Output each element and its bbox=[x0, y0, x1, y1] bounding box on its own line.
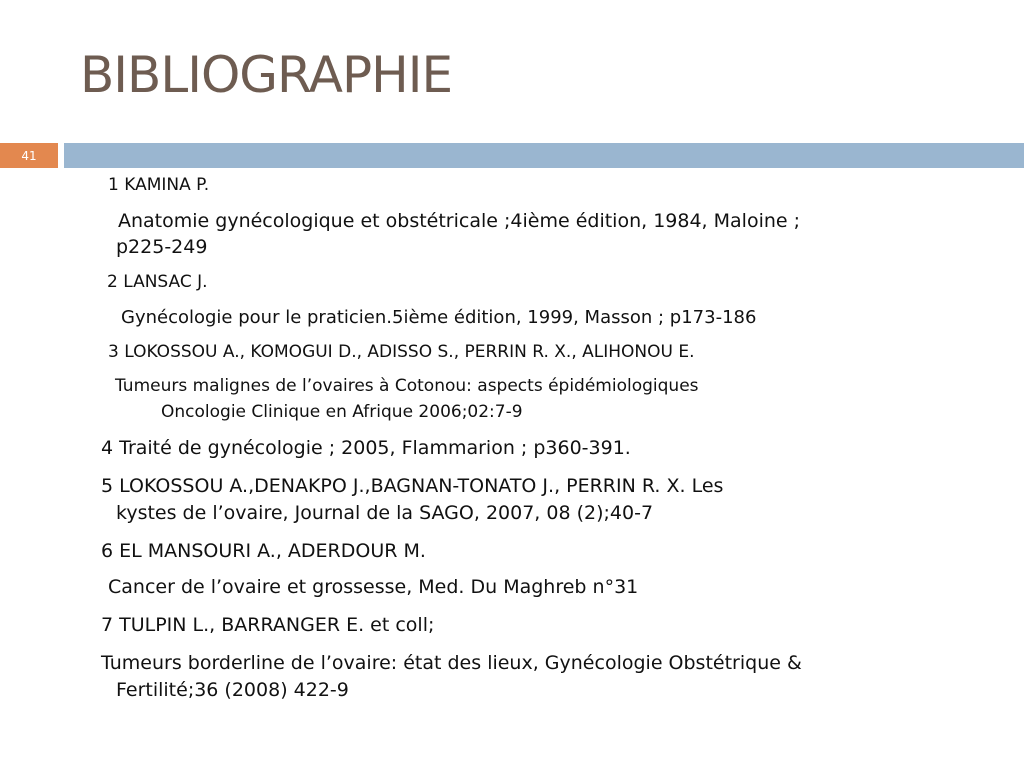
bib-line: Anatomie gynécologique et obstétricale ;4ième édition, 1984, Maloine ; bbox=[118, 210, 801, 232]
bib-line: 3 LOKOSSOU A., KOMOGUI D., ADISSO S., PERRIN R. X., ALIHONOU E. bbox=[108, 342, 695, 362]
bib-line: 6 EL MANSOURI A., ADERDOUR M. bbox=[101, 540, 426, 562]
bib-line: 7 TULPIN L., BARRANGER E. et coll; bbox=[101, 614, 435, 636]
slide-number: 41 bbox=[0, 143, 58, 168]
bib-line: Oncologie Clinique en Afrique 2006;02:7-9 bbox=[161, 402, 523, 422]
bib-line: Cancer de l’ovaire et grossesse, Med. Du Maghreb n°31 bbox=[108, 576, 639, 598]
bib-line: 4 Traité de gynécologie ; 2005, Flammarion ; p360-391. bbox=[101, 437, 631, 459]
bib-line: 1 KAMINA P. bbox=[108, 175, 210, 195]
slide-title: BIBLIOGRAPHIE bbox=[80, 46, 453, 104]
bib-line: Gynécologie pour le praticien.5ième édition, 1999, Masson ; p173-186 bbox=[121, 307, 757, 328]
bib-line: p225-249 bbox=[116, 236, 208, 258]
bib-line: Fertilité;36 (2008) 422-9 bbox=[116, 679, 349, 701]
bib-line: 5 LOKOSSOU A.,DENAKPO J.,BAGNAN-TONATO J., PERRIN R. X. Les bbox=[101, 475, 724, 497]
bib-line: 2 LANSAC J. bbox=[107, 272, 208, 292]
bib-line: Tumeurs borderline de l’ovaire: état des lieux, Gynécologie Obstétrique & bbox=[101, 652, 802, 674]
bib-line: kystes de l’ovaire, Journal de la SAGO, 2007, 08 (2);40-7 bbox=[116, 502, 654, 524]
bib-line: Tumeurs malignes de l’ovaires à Cotonou: aspects épidémiologiques bbox=[115, 376, 699, 396]
